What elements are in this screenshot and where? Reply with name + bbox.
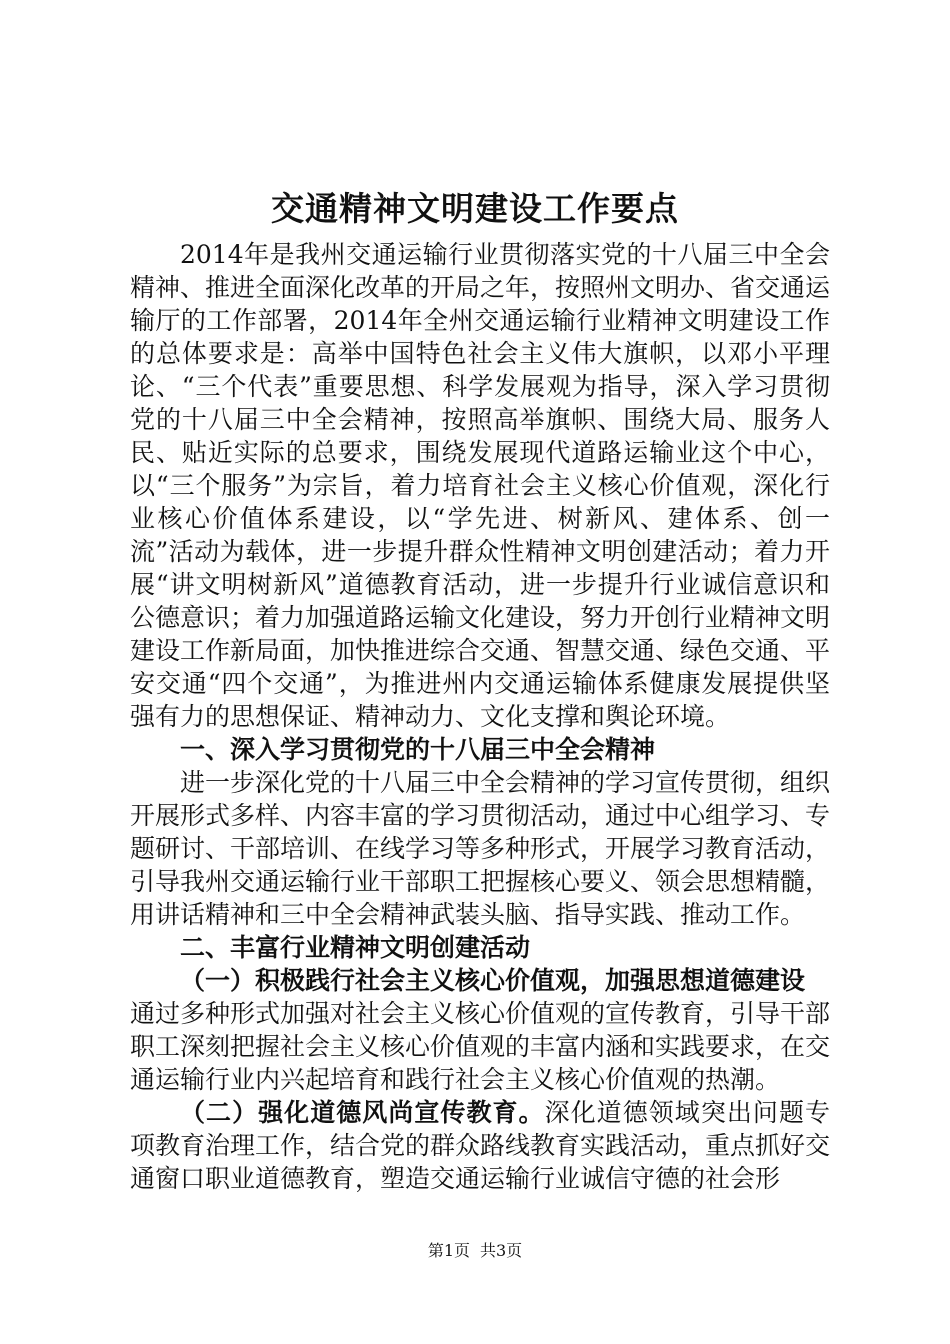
subsection-2-text: 深化道德领域突出问题专项教育治理工作，结合党的群众路线教育实践活动，重点抓好交通窗口职业道德教育，塑造交通运输行业诚信守德的社会形 (130, 1098, 831, 1193)
subsection-1-paragraph: 通过多种形式加强对社会主义核心价值观的宣传教育，引导干部职工深刻把握社会主义核心价值观的丰富内涵和实践要求，在交通运输行业内兴起培育和践行社会主义核心价值观的热潮。 (130, 999, 831, 1094)
document-body (130, 238, 830, 1195)
section-2-heading: 二、丰富行业精神文明创建活动 (180, 933, 531, 962)
document-title: 交通精神文明建设工作要点 (271, 189, 679, 228)
subsection-2-paragraph (130, 1096, 830, 1195)
section-1-heading: 一、深入学习贯彻党的十八届三中全会精神 (180, 735, 656, 764)
section-1-paragraph: 进一步深化党的十八届三中全会精神的学习宣传贯彻，组织开展形式多样、内容丰富的学习贯彻活动，通过中心组学习、专题研讨、干部培训、在线学习等多种形式，开展学习教育活动，引导我州交通运输行业干部职工把握核心要义、领会思想精髓，用讲话精神和三中全会精神武装头脑、指导实践、推动工作。 (130, 768, 831, 929)
page-footer (0, 1240, 950, 1262)
subsection-2-lead: （二）强化道德风尚宣传教育。 (180, 1098, 545, 1127)
intro-paragraph: 2014年是我州交通运输行业贯彻落实党的十八届三中全会精神、推进全面深化改革的开局之年，按照州文明办、省交通运输厅的工作部署，2014年全州交通运输行业精神文明建设工作的总体要求是：高举中国特色社会主义伟大旗帜，以邓小平理论、“三个代表”重要思想、科学发展观为指导，深入学习贯彻党的十八届三中全会精神，按照高举旗帜、围绕大局、服务人民、贴近实际的总要求，围绕发展现代道路运输业这个中心，以“三个服务”为宗旨，着力培育社会主义核心价值观，深化行业核心价值体系建设，以“学先进、树新风、建体系、创一流”活动为载体，进一步提升群众性精神文明创建活动；着力开展“讲文明树新风”道德教育活动，进一步提升行业诚信意识和公德意识；着力加强道路运输文化建设，努力开创行业精神文明建设工作新局面，加快推进综合交通、智慧交通、绿色交通、平安交通“四个交通”，为推进州内交通运输体系健康发展提供坚强有力的思想保证、精神动力、文化支撑和舆论环境。 (130, 240, 831, 731)
page-number: 第1页 (427, 1241, 470, 1260)
page-total: 共3页 (480, 1241, 523, 1260)
subsection-1-heading: （一）积极践行社会主义核心价值观，加强思想道德建设 (180, 966, 806, 995)
